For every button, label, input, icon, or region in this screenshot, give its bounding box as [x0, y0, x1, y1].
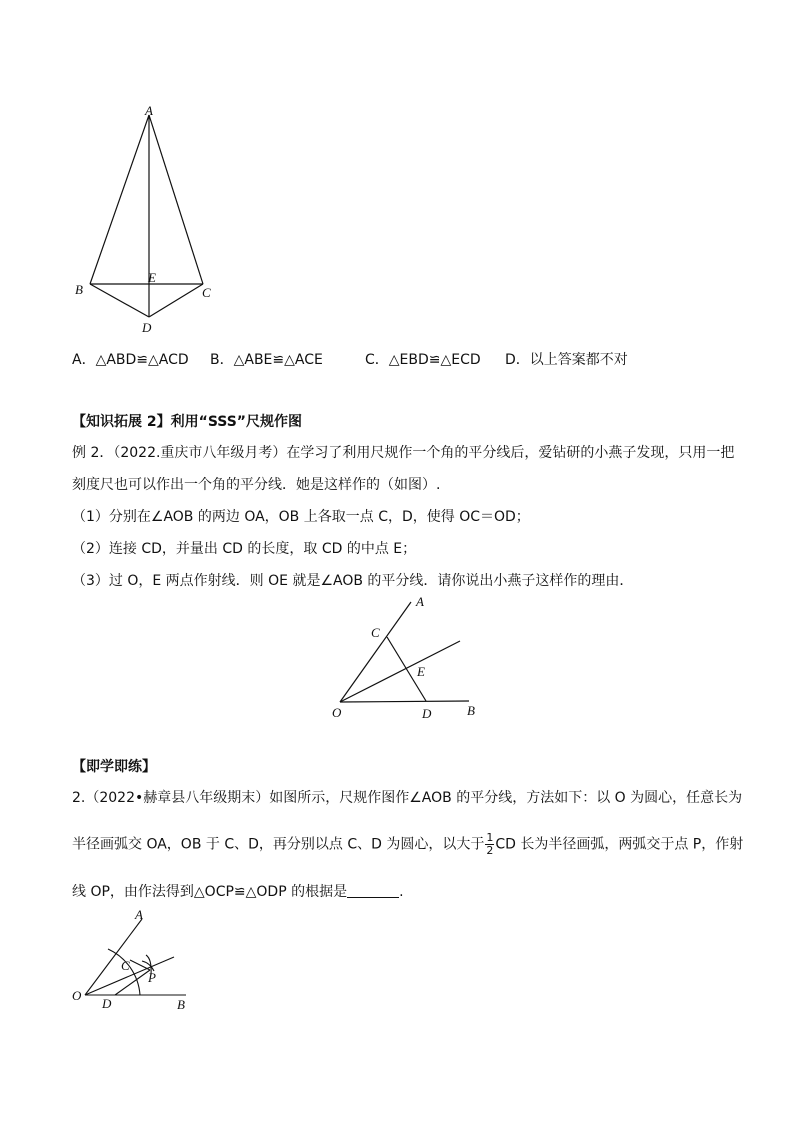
fraction-denominator: 2 [486, 844, 494, 857]
example-2-intro-line2: 刻度尺也可以作出一个角的平分线．她是这样作的（如图）. [72, 477, 441, 493]
figure-compass-construction [60, 905, 200, 1015]
segment-cp [130, 960, 150, 970]
option-d[interactable]: D．以上答案都不对 [505, 352, 628, 368]
segment-dp [115, 970, 150, 995]
label-a: A [135, 907, 143, 922]
example-2-step-3: （3）过 O，E 两点作射线．则 OE 就是∠AOB 的平分线．请你说出小燕子这样作的理由． [72, 573, 634, 589]
example-2-intro-line1: 例 2．（2022.重庆市八年级月考）在学习了利用尺规作一个角的平分线后，爱钻研的小燕子发现，只用一把 [72, 445, 735, 461]
segment-bd [90, 284, 149, 317]
question-2-line2 [72, 832, 743, 857]
option-c[interactable]: C．△EBD≌△ECD [365, 352, 481, 368]
label-d: D [142, 320, 152, 335]
question-2-line2-text-b: CD 长为半径画弧，两弧交于点 P，作射 [495, 836, 744, 853]
label-e: E [417, 664, 425, 679]
label-b: B [75, 282, 83, 297]
fraction-one-half [485, 832, 494, 857]
answer-blank[interactable] [347, 883, 399, 898]
label-p: P [148, 970, 156, 985]
example-2-step-1: （1）分别在∠AOB 的两边 OA，OB 上各取一点 C，D，使得 OC＝OD； [72, 509, 530, 525]
option-a[interactable]: A．△ABD≌△ACD [72, 352, 189, 368]
example-2-step-2: （2）连接 CD，并量出 CD 的长度，取 CD 的中点 E； [72, 541, 417, 557]
ray-oe [340, 641, 460, 702]
figure-angle-bisector [325, 590, 490, 725]
label-a: A [145, 103, 153, 118]
fraction-numerator: 1 [486, 831, 494, 844]
label-c: C [202, 285, 211, 300]
label-b: B [177, 997, 185, 1012]
label-d: D [102, 996, 112, 1011]
segment-ac [149, 115, 203, 284]
segment-cd [149, 284, 203, 317]
section-heading-practice: 【即学即练】 [72, 759, 156, 775]
ray-ob [340, 701, 469, 702]
label-b: B [467, 703, 475, 718]
question-2-line3-text: 线 OP，由作法得到△OCP≌△ODP 的根据是 [72, 884, 348, 900]
label-d: D [422, 706, 432, 721]
segment-ab [90, 115, 149, 284]
ray-oa [85, 919, 142, 995]
figure-kite [60, 100, 230, 340]
label-c: C [121, 958, 130, 973]
label-o: O [72, 988, 82, 1003]
ray-oa [340, 602, 411, 702]
label-c: C [371, 625, 380, 640]
label-a: A [416, 594, 424, 609]
label-e: E [148, 270, 156, 285]
label-o: O [332, 705, 342, 720]
section-heading-extension-2: 【知识拓展 2】利用“SSS”尺规作图 [72, 414, 303, 430]
question-2-line1: 2.（2022•赫章县八年级期末）如图所示，尺规作图作∠AOB 的平分线，方法如下：以 O 为圆心，任意长为 [72, 790, 743, 806]
question-2-line3-end: . [399, 884, 404, 900]
question-2-line2-text-a: 半径画弧交 OA，OB 于 C、D，再分别以点 C、D 为圆心，以大于 [72, 836, 485, 853]
question-2-line3 [72, 882, 404, 902]
option-b[interactable]: B．△ABE≌△ACE [210, 352, 323, 368]
